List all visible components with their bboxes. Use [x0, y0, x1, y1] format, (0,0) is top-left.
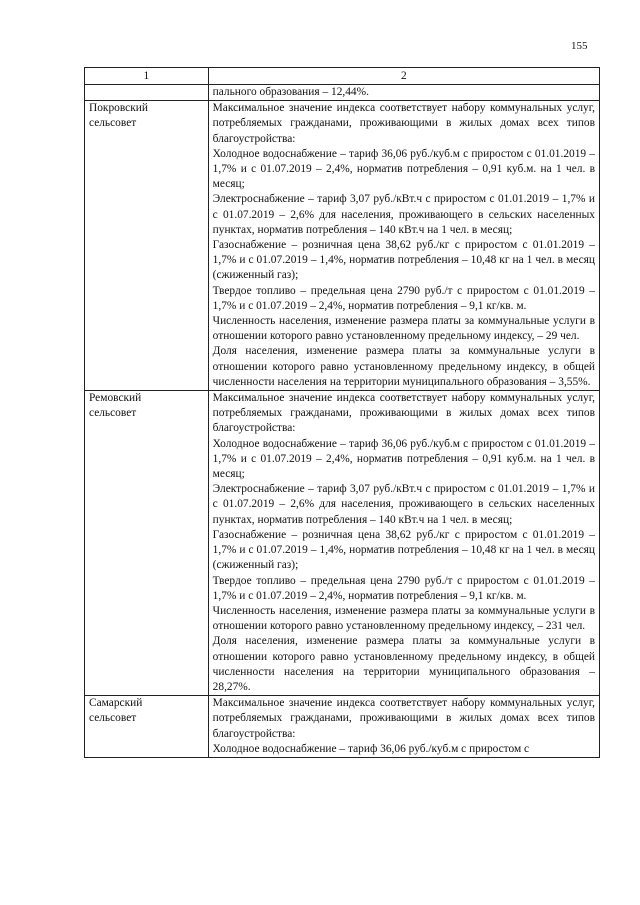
- tariff-table: [84, 67, 600, 758]
- description-paragraph: Твердое топливо – предельная цена 2790 руб./т с приростом с 01.01.2019 – 1,7% и с 01.07.2019 – 2,4%, норматив потребления – 9,1 кг/кв. м.: [212, 574, 595, 602]
- description-cell: [208, 696, 599, 758]
- description-paragraph: Максимальное значение индекса соответствует набору коммунальных услуг, потребляемых гражданами, проживающими в жилых домах всех типов благоустройства:: [212, 102, 595, 145]
- description-cell: [208, 101, 599, 391]
- description-paragraph: Твердое топливо – предельная цена 2790 руб./т с приростом с 01.01.2019 – 1,7% и с 01.07.2019 – 2,4%, норматив потребления – 9,1 кг/кв. м.: [212, 284, 595, 312]
- description-paragraph: Холодное водоснабжение – тариф 36,06 руб./куб.м с приростом с: [212, 742, 530, 755]
- column-header-1: 1: [85, 68, 209, 85]
- description-paragraph: Доля населения, изменение размера платы за коммунальные услуги в отношении которого равно установленному предельному индексу, в общей численности населения на территории муниципального образования – 28,27%.: [212, 635, 595, 693]
- municipality-name: [85, 696, 209, 758]
- municipality-name-line: сельсовет: [89, 712, 137, 725]
- municipality-name-line: Покровский: [89, 102, 148, 115]
- municipality-name-line: Самарский: [89, 697, 143, 710]
- table-row: [85, 101, 600, 391]
- description-cell: [208, 391, 599, 696]
- description-paragraph: Доля населения, изменение размера платы за коммунальные услуги в отношении которого равно установленному предельному индексу, в общей численности населения на территории муниципального образования – 3,55%.: [212, 345, 595, 388]
- carryover-text: пального образования – 12,44%.: [208, 85, 599, 101]
- row-name-cell-empty: [85, 85, 209, 101]
- description-paragraph: Численность населения, изменение размера платы за коммунальные услуги в отношении которого равно установленному предельному индексу, – 29 чел.: [212, 315, 595, 343]
- description-paragraph: Холодное водоснабжение – тариф 36,06 руб./куб.м с приростом с 01.01.2019 – 1,7% и с 01.07.2019 – 2,4%, норматив потребления – 0,91 куб.м. на 1 чел. в месяц;: [212, 437, 595, 481]
- description-paragraph: Численность населения, изменение размера платы за коммунальные услуги в отношении которого равно установленному предельному индексу, – 231 чел.: [212, 604, 595, 633]
- municipality-name-line: Ремовский: [89, 392, 142, 405]
- table-row: [85, 391, 600, 696]
- municipality-name: [85, 391, 209, 696]
- municipality-name-line: сельсовет: [89, 117, 137, 130]
- municipality-name-line: сельсовет: [89, 407, 137, 420]
- description-paragraph: Газоснабжение – розничная цена 38,62 руб./кг с приростом с 01.01.2019 – 1,7% и с 01.07.2019 – 1,4%, норматив потребления – 10,48 кг на 1 чел. в месяц (сжиженный газ);: [212, 239, 595, 282]
- description-paragraph: Электроснабжение – тариф 3,07 руб./кВт.ч с приростом с 01.01.2019 – 1,7% и с 01.07.2019 – 2,6% для населения, проживающего в сельских населенных пунктах, норматив потребления – 140 кВт.ч на 1 чел. в месяц;: [212, 193, 595, 236]
- description-paragraph: Холодное водоснабжение – тариф 36,06 руб./куб.м с приростом с 01.01.2019 – 1,7% и с 01.07.2019 – 2,4%, норматив потребления – 0,91 куб.м. на 1 чел. в месяц;: [212, 147, 595, 191]
- column-header-2: 2: [208, 68, 599, 85]
- table-row: [85, 696, 600, 758]
- description-paragraph: Максимальное значение индекса соответствует набору коммунальных услуг, потребляемых гражданами, проживающими в жилых домах всех типов благоустройства:: [212, 697, 595, 740]
- table-row-carryover: [85, 85, 600, 101]
- description-paragraph: Максимальное значение индекса соответствует набору коммунальных услуг, потребляемых гражданами, проживающими в жилых домах всех типов благоустройства:: [212, 392, 595, 435]
- page-number: 155: [571, 40, 588, 52]
- description-paragraph: Газоснабжение – розничная цена 38,62 руб./кг с приростом с 01.01.2019 – 1,7% и с 01.07.2019 – 1,4%, норматив потребления – 10,48 кг на 1 чел. в месяц (сжиженный газ);: [212, 528, 595, 572]
- municipality-name: [85, 101, 209, 391]
- description-paragraph: Электроснабжение – тариф 3,07 руб./кВт.ч с приростом с 01.01.2019 – 1,7% и с 01.07.2019 – 2,6% для населения, проживающего в сельских населенных пунктах, норматив потребления – 140 кВт.ч на 1 чел. в месяц;: [212, 483, 595, 526]
- table-header-row: [85, 68, 600, 85]
